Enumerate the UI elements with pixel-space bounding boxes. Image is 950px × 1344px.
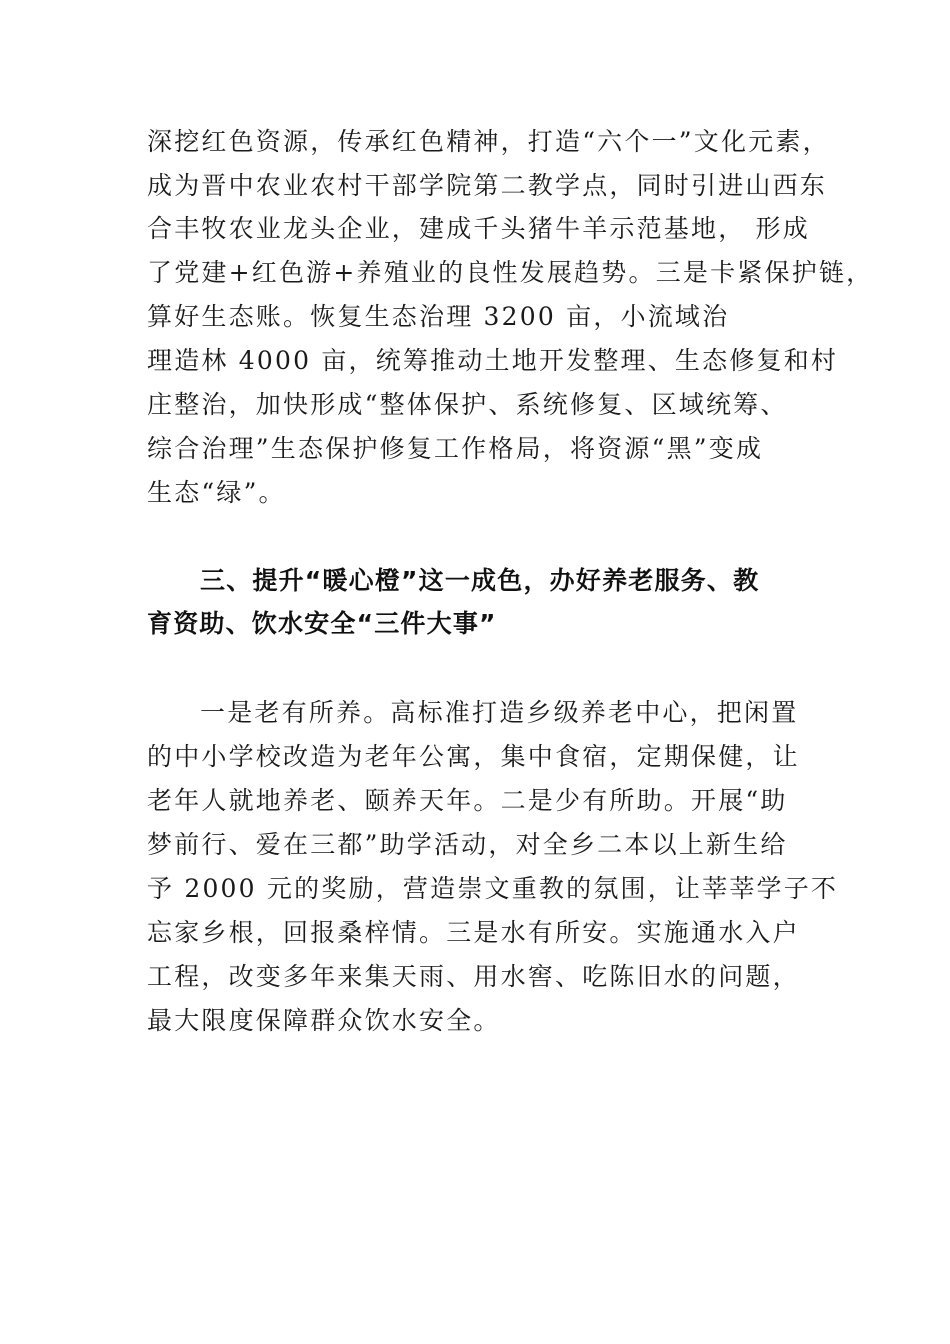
text-line: 成为晋中农业农村干部学院第二教学点，同时引进山西东	[147, 171, 828, 200]
heading-line: 育资助、饮水安全“三件大事”	[147, 609, 497, 638]
text-line: 算好生态账。恢复生态治理 3200 亩，小流域治	[147, 302, 730, 331]
text-line: 予 2000 元的奖励，营造崇文重教的氛围，让莘莘学子不	[147, 874, 839, 903]
text-line: 梦前行、爱在三都”助学活动，对全乡二本以上新生给	[147, 830, 788, 859]
text-line: 了党建+红色游+养殖业的良性发展趋势。三是卡紧保护链，	[147, 258, 874, 287]
text-line: 忘家乡根，回报桑梓情。三是水有所安。实施通水入户	[147, 918, 800, 947]
heading-line: 三、提升“暖心橙”这一成色，办好养老服务、教	[200, 566, 760, 595]
text-line: 最大限度保障群众饮水安全。	[147, 1006, 501, 1035]
text-line: 生态“绿”。	[147, 478, 286, 507]
text-line: 老年人就地养老、颐养天年。二是少有所助。开展“助	[147, 786, 788, 815]
text-line: 合丰牧农业龙头企业，建成千头猪牛羊示范基地， 形成	[147, 214, 810, 243]
text-line: 理造林 4000 亩，统筹推动土地开发整理、生态修复和村	[147, 346, 839, 375]
text-line: 综合治理”生态保护修复工作格局，将资源“黑”变成	[147, 434, 764, 463]
text-line: 庄整治，加快形成“整体保护、系统修复、区域统筹、	[147, 390, 788, 419]
text-line: 一是老有所养。高标准打造乡级养老中心，把闲置	[200, 698, 799, 727]
text-line: 深挖红色资源，传承红色精神，打造“六个一”文化元素，	[147, 127, 830, 156]
text-line: 工程，改变多年来集天雨、用水窖、吃陈旧水的问题，	[147, 962, 800, 991]
text-line: 的中小学校改造为老年公寓，集中食宿，定期保健，让	[147, 742, 800, 771]
